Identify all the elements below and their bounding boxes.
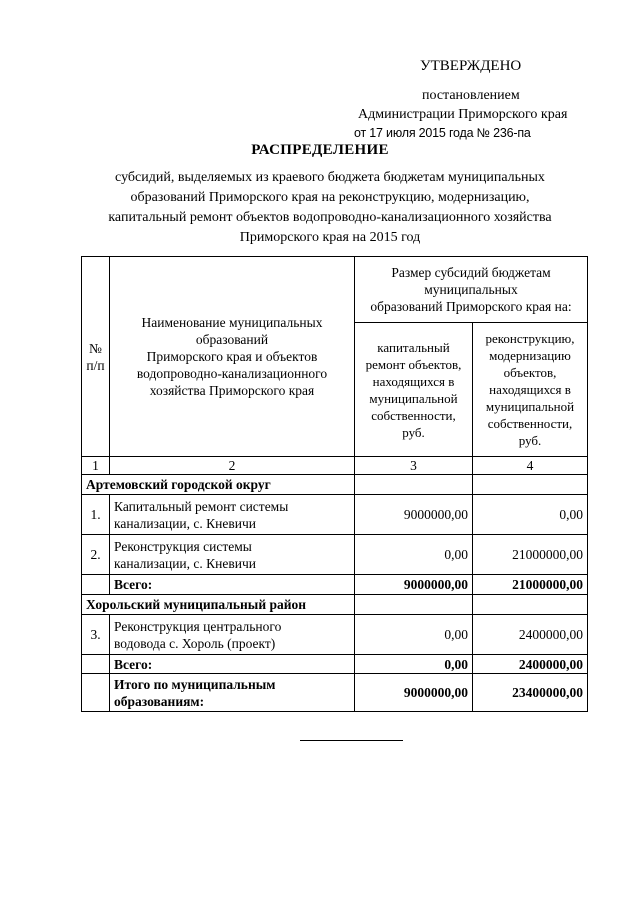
subtitle-line: капитальный ремонт объектов водопроводно-канализационного хозяйства bbox=[108, 210, 552, 225]
header-subsidy-group: Размер субсидий бюджетам муниципальных образований Приморского края на: bbox=[355, 257, 588, 323]
section-total-reconstruction: 21000000,00 bbox=[473, 575, 588, 595]
section-total-capital: 9000000,00 bbox=[355, 575, 473, 595]
row-reconstruction-value: 21000000,00 bbox=[473, 535, 588, 575]
row-capital-value: 0,00 bbox=[355, 535, 473, 575]
section-total-row bbox=[82, 575, 588, 595]
table-row bbox=[82, 495, 588, 535]
row-capital-value: 9000000,00 bbox=[355, 495, 473, 535]
row-name: Реконструкция центрального водовода с. Хороль (проект) bbox=[110, 615, 355, 655]
column-number: 2 bbox=[110, 457, 355, 475]
grand-total-row bbox=[82, 674, 588, 712]
subtitle-line: субсидий, выделяемых из краевого бюджета бюджетам муниципальных bbox=[115, 170, 545, 185]
section-total-capital: 0,00 bbox=[355, 655, 473, 674]
approval-heading: УТВЕРЖДЕНО bbox=[420, 58, 522, 74]
section-total-row bbox=[82, 655, 588, 674]
header-row-top bbox=[82, 257, 588, 323]
row-reconstruction-value: 0,00 bbox=[473, 495, 588, 535]
row-name: Капитальный ремонт системы канализации, с. Кневичи bbox=[110, 495, 355, 535]
decree-line-2: Администрации Приморского края bbox=[358, 107, 568, 122]
row-reconstruction-value: 2400000,00 bbox=[473, 615, 588, 655]
subtitle-line: Приморского края на 2015 год bbox=[239, 230, 421, 245]
section-total-reconstruction: 2400000,00 bbox=[473, 655, 588, 674]
row-name: Реконструкция системы канализации, с. Кневичи bbox=[110, 535, 355, 575]
section-total-label: Всего: bbox=[110, 575, 355, 595]
row-number: 1. bbox=[82, 495, 110, 535]
grand-total-capital: 9000000,00 bbox=[355, 674, 473, 712]
header-name: Наименование муниципальных образований Приморского края и объектов водопроводно-канализационного хозяйства Приморского края bbox=[110, 257, 355, 457]
closing-rule bbox=[300, 740, 403, 741]
column-number: 3 bbox=[355, 457, 473, 475]
column-number-row bbox=[82, 457, 588, 475]
subtitle-line: образований Приморского края на реконструкцию, модернизацию, bbox=[130, 190, 530, 205]
document-title: РАСПРЕДЕЛЕНИЕ bbox=[251, 142, 389, 158]
header-capital-repair: капитальный ремонт объектов, находящихся в муниципальной собственности, руб. bbox=[355, 323, 473, 457]
section-name: Артемовский городской округ bbox=[82, 475, 355, 495]
column-number: 1 bbox=[82, 457, 110, 475]
row-number: 3. bbox=[82, 615, 110, 655]
header-reconstruction: реконструкцию, модернизацию объектов, находящихся в муниципальной собственности, руб. bbox=[473, 323, 588, 457]
decree-line-1: постановлением bbox=[422, 88, 520, 103]
section-row bbox=[82, 595, 588, 615]
table-row bbox=[82, 615, 588, 655]
grand-total-reconstruction: 23400000,00 bbox=[473, 674, 588, 712]
section-row bbox=[82, 475, 588, 495]
table-row bbox=[82, 535, 588, 575]
column-number: 4 bbox=[473, 457, 588, 475]
decree-line-3: от 17 июля 2015 года № 236-па bbox=[354, 126, 531, 140]
row-capital-value: 0,00 bbox=[355, 615, 473, 655]
document-subtitle bbox=[80, 168, 580, 248]
section-total-label: Всего: bbox=[110, 655, 355, 674]
header-num: № п/п bbox=[82, 257, 110, 457]
subsidy-table bbox=[81, 256, 588, 712]
grand-total-label: Итого по муниципальным образованиям: bbox=[110, 674, 355, 712]
row-number: 2. bbox=[82, 535, 110, 575]
approval-decree bbox=[354, 86, 590, 143]
section-name: Хорольский муниципальный район bbox=[82, 595, 355, 615]
